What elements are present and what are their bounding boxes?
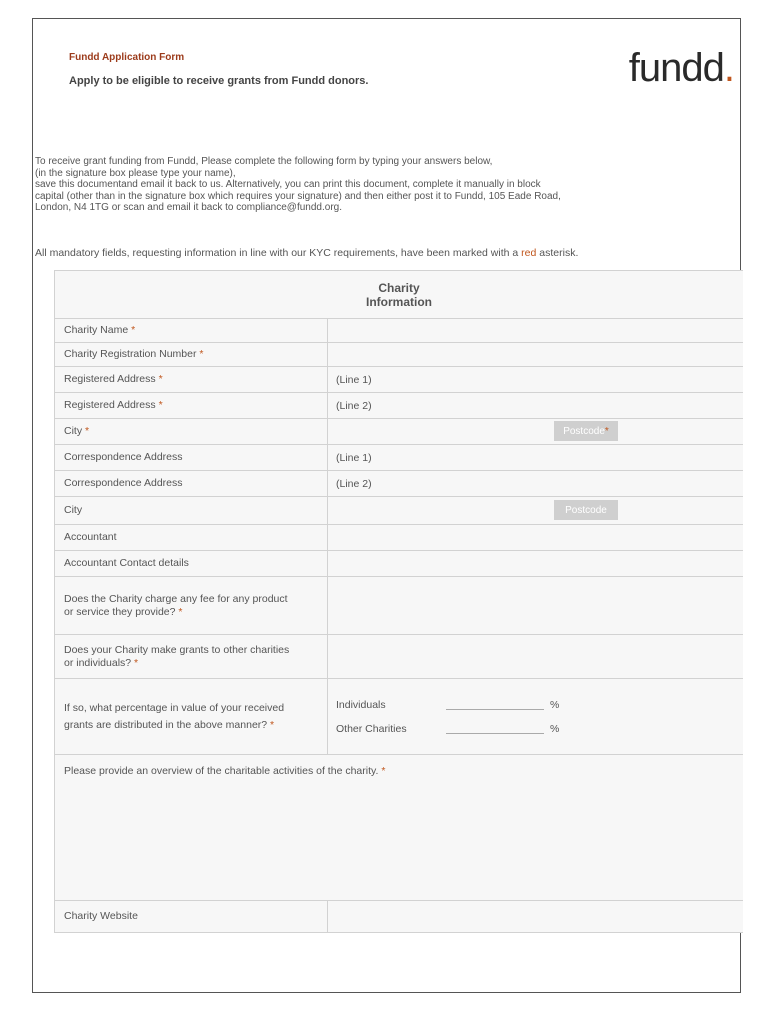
row-charity-name	[55, 318, 743, 342]
registration-number-label: Charity Registration Number *	[55, 343, 328, 366]
fee-question-label: Does the Charity charge any fee for any product or service they provide? *	[55, 577, 328, 634]
registered-address-line2-field[interactable]: (Line 2)	[336, 399, 372, 412]
percentage-question-label: If so, what percentage in value of your received grants are distributed in the above manner? *	[55, 679, 328, 754]
row-registered-address-2	[55, 392, 743, 418]
accountant-label: Accountant	[55, 525, 328, 550]
form-kicker: Fundd Application Form	[69, 52, 185, 63]
grants-question-label: Does your Charity make grants to other charities or individuals? *	[55, 635, 328, 678]
grants-question-field[interactable]	[328, 635, 743, 678]
intro-line: capital (other than in the signature box which requires your signature) and then either post it to Fundd, 105 Eade Road,	[35, 190, 561, 202]
registered-address-line1-field[interactable]: (Line 1)	[336, 373, 372, 386]
logo-word: fundd	[628, 46, 724, 90]
registered-address-label: Registered Address *	[55, 393, 328, 418]
correspondence-city-field[interactable]	[328, 497, 743, 524]
intro-line: (in the signature box please type your name),	[35, 167, 236, 179]
fundd-logo	[629, 48, 734, 88]
form-subtitle: Apply to be eligible to receive grants from Fundd donors.	[69, 75, 369, 87]
fee-question-field[interactable]	[328, 577, 743, 634]
charity-name-label: Charity Name *	[55, 319, 328, 342]
row-accountant	[55, 524, 743, 550]
website-field[interactable]	[328, 901, 743, 932]
correspondence-postcode-field[interactable]: Postcode	[554, 500, 618, 520]
mandatory-note: All mandatory fields, requesting information in line with our KYC requirements, have been marked with a red asterisk.	[35, 247, 579, 259]
city-field[interactable]	[328, 419, 743, 444]
row-registration-number	[55, 342, 743, 366]
city-label: City *	[55, 419, 328, 444]
registration-number-field[interactable]	[328, 343, 743, 366]
intro-line: save this documentand email it back to us. Alternatively, you can print this document, complete it manually in block	[35, 179, 541, 190]
red-word: red	[521, 247, 537, 259]
charity-information-table	[54, 270, 743, 933]
row-website	[55, 900, 743, 932]
form-page	[32, 18, 741, 993]
registered-address-label: Registered Address *	[55, 367, 328, 392]
accountant-contact-field[interactable]	[328, 551, 743, 576]
row-overview	[55, 754, 743, 900]
correspondence-address-label: Correspondence Address	[55, 445, 328, 470]
overview-field[interactable]: Please provide an overview of the charitable activities of the charity. *	[64, 765, 386, 777]
individuals-percentage-input[interactable]	[446, 699, 544, 710]
postcode-field[interactable]: Postcode *	[554, 421, 618, 441]
row-percentage-question	[55, 678, 743, 754]
accountant-contact-label: Accountant Contact details	[55, 551, 328, 576]
city-label: City	[55, 497, 328, 524]
charity-name-field[interactable]	[328, 319, 743, 342]
row-registered-address-1	[55, 366, 743, 392]
row-city	[55, 418, 743, 444]
accountant-field[interactable]	[328, 525, 743, 550]
correspondence-address-line1-field[interactable]: (Line 1)	[336, 451, 372, 464]
row-correspondence-city	[55, 496, 743, 524]
percentage-fields	[328, 679, 743, 754]
other-charities-line: Other Charities %	[336, 722, 560, 735]
row-grants-question	[55, 634, 743, 678]
other-charities-percentage-input[interactable]	[446, 723, 544, 734]
row-correspondence-address-2	[55, 470, 743, 496]
correspondence-address-label: Correspondence Address	[55, 471, 328, 496]
intro-text	[35, 156, 735, 214]
row-fee-question	[55, 576, 743, 634]
logo-dot: .	[723, 46, 734, 90]
intro-line: London, N4 1TG or scan and email it back to compliance@fundd.org.	[35, 202, 342, 213]
website-label: Charity Website	[55, 901, 328, 932]
row-correspondence-address-1	[55, 444, 743, 470]
intro-line: To receive grant funding from Fundd, Please complete the following form by typing your answers below,	[35, 156, 493, 167]
row-accountant-contact	[55, 550, 743, 576]
table-title: Charity Information	[55, 271, 743, 318]
correspondence-address-line2-field[interactable]: (Line 2)	[336, 477, 372, 490]
individuals-line: Individuals %	[336, 698, 560, 711]
